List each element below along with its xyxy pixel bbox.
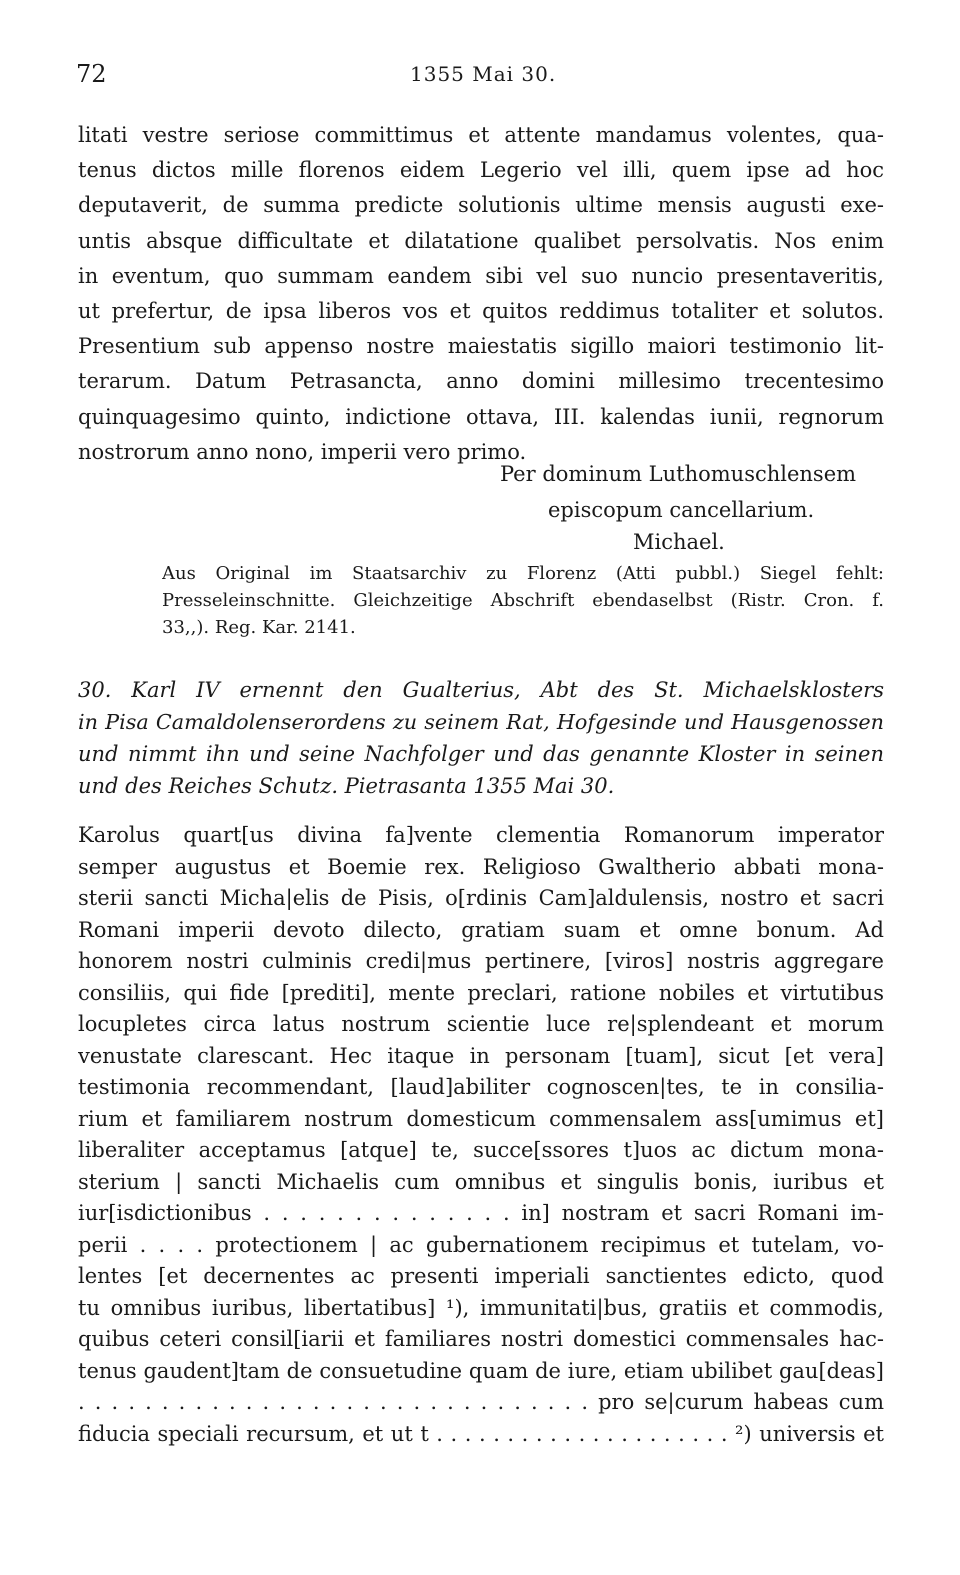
heading-line: und des Reiches Schutz. Pietrasanta 1355 Mai 30.	[78, 774, 615, 798]
text-line: terarum. Datum Petrasancta, anno domini millesimo trecentesimo	[78, 369, 884, 394]
text-line: iur[isdictionibus . . . . . . . . . . . . . . in] nostram et sacri Romani im-	[78, 1201, 884, 1225]
text-line: sterii sancti Micha|elis de Pisis, o[rdinis Cam]aldulensis, nostro et sacri	[78, 886, 884, 910]
text-line: nostrorum anno nono, imperii vero primo.	[78, 439, 527, 464]
text-line: consiliis, qui fide [prediti], mente preclari, ratione nobiles et virtutibus	[78, 980, 884, 1005]
text-line: Karolus quart[us divina fa]vente clementia Romanorum imperator	[78, 823, 884, 847]
document-2-body	[78, 820, 884, 1450]
signature-line-2: episcopum cancellarium.	[548, 498, 815, 522]
text-line: Presentium sub appenso nostre maiestatis sigillo maiori testimonio lit-	[78, 334, 884, 359]
text-line: tenus dictos mille florenos eidem Legerio vel illi, quem ipse ad hoc	[78, 158, 884, 183]
heading-line: in Pisa Camaldolenserordens zu seinem Rat, Hofgesinde und Hausgenossen	[78, 710, 884, 734]
text-line: tu omnibus iuribus, libertatibus] ¹), immunitati|bus, gratiis et commodis,	[78, 1295, 884, 1320]
text-line: Romani imperii devoto dilecto, gratiam suam et omne bonum. Ad	[78, 917, 884, 942]
signature-name: Michael.	[633, 530, 725, 554]
note-line: 33,,). Reg. Kar. 2141.	[162, 617, 356, 638]
note-line: Presseleinschnitte. Gleichzeitige Abschrift ebendaselbst (Ristr. Cron. f.	[162, 590, 884, 611]
text-line: locupletes circa latus nostrum scientie luce re|splendeant et morum	[78, 1012, 884, 1036]
text-line: perii . . . . protectionem | ac gubernationem recipimus et tutelam, vo-	[78, 1232, 884, 1257]
signature-line-1: Per dominum Luthomuschlensem	[500, 462, 857, 486]
text-line: quinquagesimo quinto, indictione ottava, III. kalendas iunii, regnorum	[78, 404, 884, 429]
page-number: 72	[76, 60, 107, 88]
text-line: testimonia recommendant, [laud]abiliter cognoscen|tes, te in consilia-	[78, 1075, 884, 1099]
text-line: rium et familiarem nostrum domesticum commensalem ass[umimus et]	[78, 1106, 884, 1131]
text-line: in eventum, quo summam eandem sibi vel suo nuncio presentaveritis,	[78, 263, 884, 288]
text-line: litati vestre seriose committimus et attente mandamus volentes, qua-	[78, 123, 884, 147]
text-line: ut prefertur, de ipsa liberos vos et quitos reddimus totaliter et solutos.	[78, 298, 884, 323]
text-line: fiducia speciali recursum, et ut t . . . . . . . . . . . . . . . . . . . . . ²) universis et	[78, 1421, 884, 1446]
text-line: . . . . . . . . . . . . . . . . . . . . . . . . . . . . . . . pro se|curum habeas cum	[78, 1390, 884, 1414]
document-2-heading	[78, 674, 884, 802]
note-line: Aus Original im Staatsarchiv zu Florenz (Atti pubbl.) Siegel fehlt:	[162, 563, 884, 584]
text-line: liberaliter acceptamus [atque] te, succe[ssores t]uos ac dictum mona-	[78, 1138, 884, 1162]
text-line: venustate clarescant. Hec itaque in personam [tuam], sicut [et vera]	[78, 1043, 884, 1068]
source-note	[162, 560, 884, 641]
text-line: lentes [et decernentes ac presenti imperiali sanctientes edicto, quod	[78, 1264, 884, 1288]
text-line: deputaverit, de summa predicte solutionis ultime mensis augusti exe-	[78, 193, 884, 218]
running-header-date: 1355 Mai 30.	[410, 62, 557, 86]
heading-line: 30. Karl IV ernennt den Gualterius, Abt des St. Michaelsklosters	[78, 678, 884, 702]
text-line: honorem nostri culminis credi|mus pertinere, [viros] nostris aggregare	[78, 949, 884, 973]
text-line: sterium | sancti Michaelis cum omnibus et singulis bonis, iuribus et	[78, 1169, 884, 1194]
heading-line: und nimmt ihn und seine Nachfolger und das genannte Kloster in seinen	[78, 742, 884, 766]
text-line: quibus ceteri consil[iarii et familiares nostri domestici commensales hac-	[78, 1327, 884, 1351]
document-1-body	[78, 118, 884, 470]
text-line: untis absque difficultate et dilatatione qualibet persolvatis. Nos enim	[78, 228, 884, 253]
text-line: semper augustus et Boemie rex. Religioso Gwaltherio abbati mona-	[78, 854, 884, 879]
text-line: tenus gaudent]tam de consuetudine quam de iure, etiam ubilibet gau[deas]	[78, 1358, 884, 1383]
